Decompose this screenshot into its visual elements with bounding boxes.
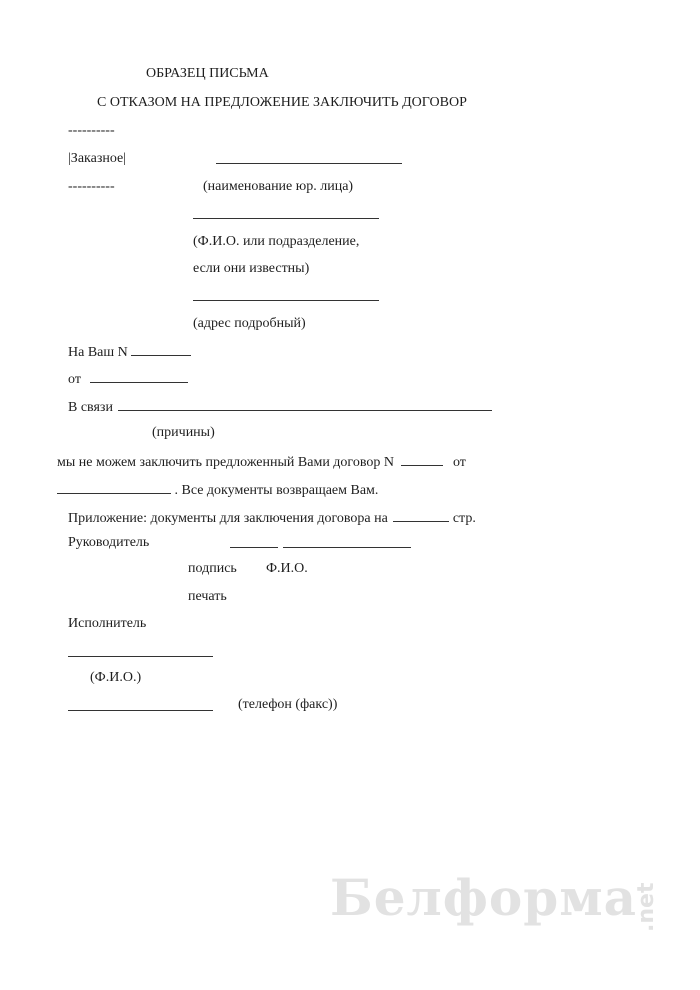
org-name-caption: (наименование юр. лица) xyxy=(203,179,354,194)
ref-number-blank xyxy=(131,343,191,356)
title-line-2: С ОТКАЗОМ НА ПРЕДЛОЖЕНИЕ ЗАКЛЮЧИТЬ ДОГОВОР xyxy=(97,95,467,110)
contract-date-blank xyxy=(57,481,171,494)
watermark-logo: Белформа xyxy=(330,868,638,927)
executor-phone-caption: (телефон (факс)) xyxy=(238,697,338,712)
ref-date-row xyxy=(68,370,188,388)
contract-date-label: от xyxy=(452,455,466,470)
title-line-1: ОБРАЗЕЦ ПИСЬМА xyxy=(146,66,269,81)
stamp-registered-label: |Заказное| xyxy=(68,151,127,166)
executor-fio-line xyxy=(68,656,213,657)
reason-caption: (причины) xyxy=(152,425,215,440)
address-caption: (адрес подробный) xyxy=(193,316,306,331)
cannot-conclude-text: мы не можем заключить предложенный Вами договор N xyxy=(57,455,394,470)
signature-caption: подпись xyxy=(188,561,237,576)
watermark-suffix: .net xyxy=(634,882,659,932)
documents-returned-row xyxy=(57,481,378,499)
executor-fio-caption: (Ф.И.О.) xyxy=(90,670,142,685)
documents-returned-text: . Все документы возвращаем Вам. xyxy=(174,483,379,498)
cannot-conclude-row xyxy=(57,453,466,471)
attachment-pages-label: стр. xyxy=(452,511,476,526)
org-name-line xyxy=(216,163,402,164)
attachment-row xyxy=(68,509,476,527)
ref-date-label: от xyxy=(68,372,81,387)
ref-date-blank xyxy=(90,370,188,383)
person-caption-2: если они известны) xyxy=(193,261,310,276)
executor-label: Исполнитель xyxy=(68,616,147,631)
seal-caption: печать xyxy=(188,589,227,604)
head-fio-line xyxy=(283,547,411,548)
ref-number-row xyxy=(68,343,191,361)
stamp-dashes-bottom: ---------- xyxy=(68,179,115,194)
contract-number-blank xyxy=(401,453,443,466)
ref-number-label: На Ваш N xyxy=(68,345,128,360)
person-line xyxy=(193,218,379,219)
address-line xyxy=(193,300,379,301)
executor-phone-line xyxy=(68,710,213,711)
reason-label: В связи xyxy=(68,400,113,415)
signature-line xyxy=(230,547,278,548)
head-fio-caption: Ф.И.О. xyxy=(266,561,308,576)
person-caption-1: (Ф.И.О. или подразделение, xyxy=(193,234,360,249)
attachment-text: Приложение: документы для заключения договора на xyxy=(68,511,388,526)
reason-blank xyxy=(118,398,492,411)
reason-row xyxy=(68,398,492,416)
attachment-pages-blank xyxy=(393,509,449,522)
head-label: Руководитель xyxy=(68,535,150,550)
stamp-dashes-top: ---------- xyxy=(68,123,115,138)
